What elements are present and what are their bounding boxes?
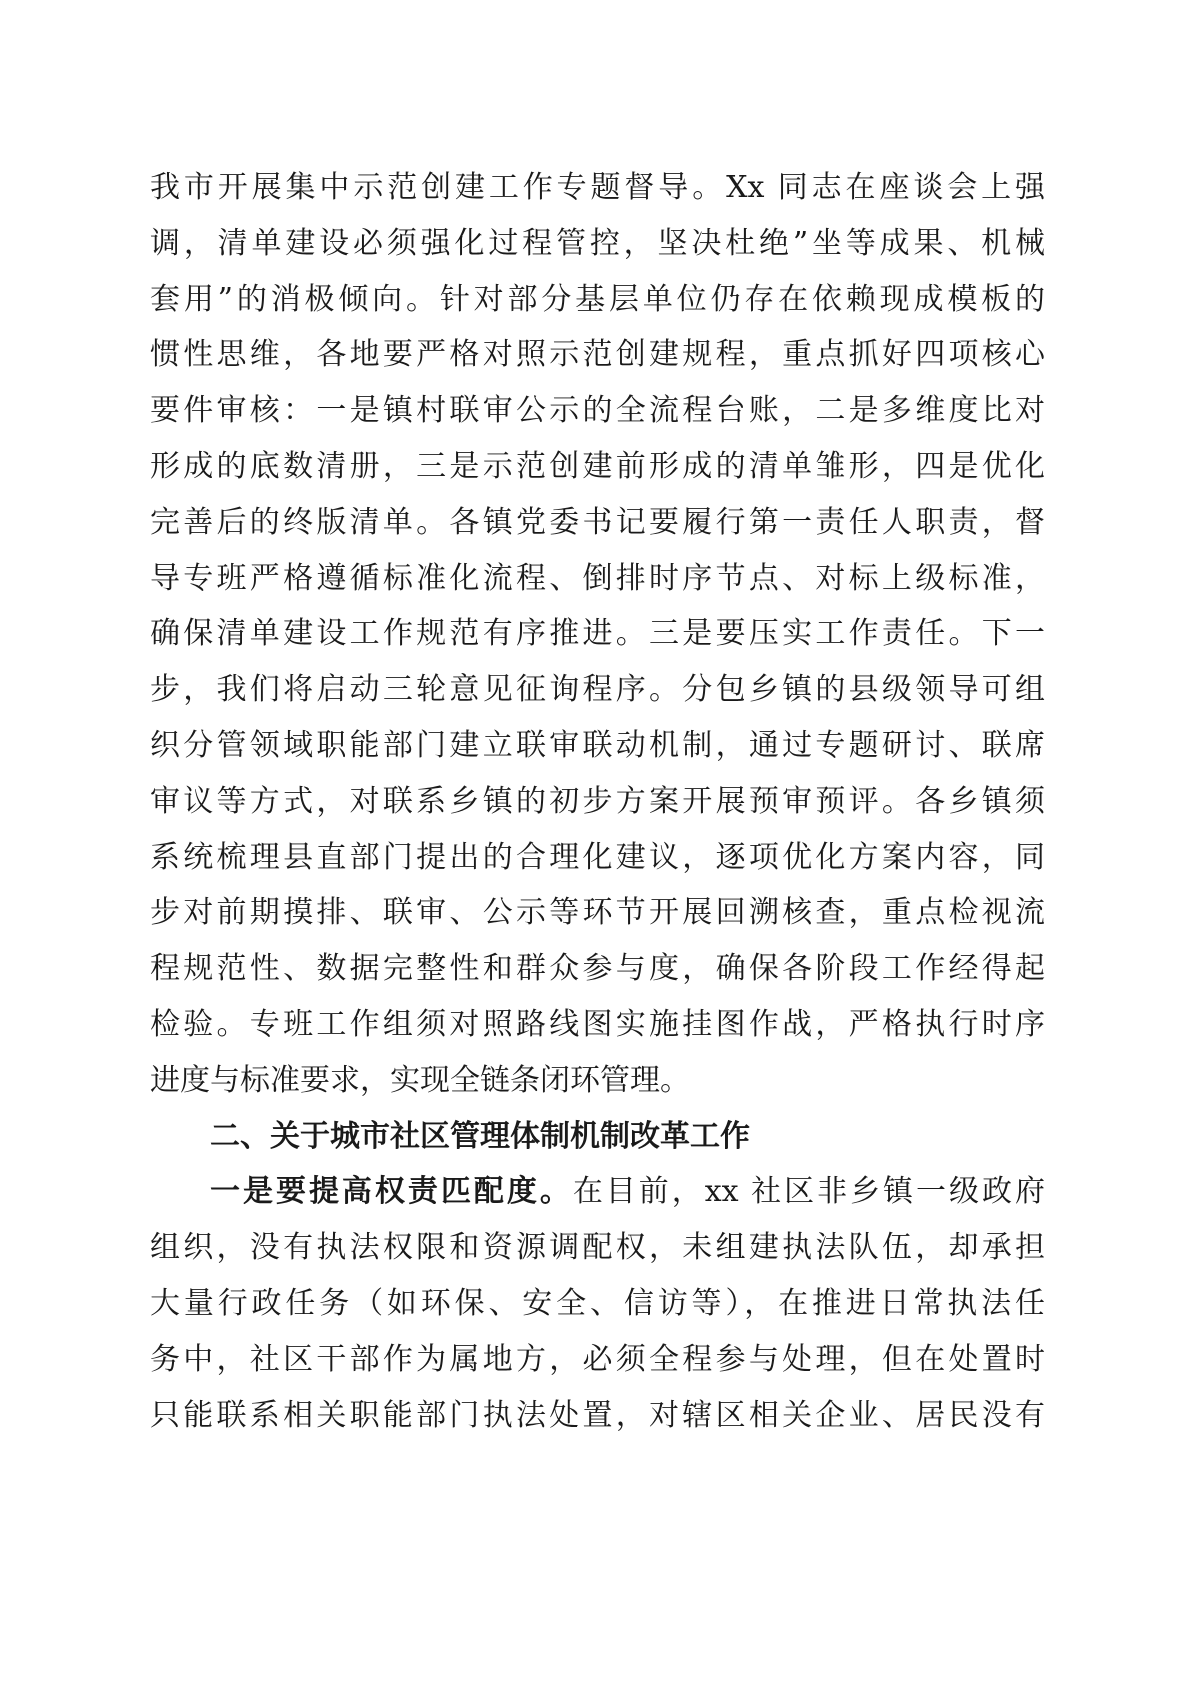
text-line: 大量行政任务（如环保、安全、信访等），在推进日常执法任 xyxy=(150,1285,1045,1321)
document-body xyxy=(150,160,1045,1443)
text-line: 进度与标准要求，实现全链条闭环管理。 xyxy=(150,1062,690,1098)
text-line: 套用”的消极倾向。针对部分基层单位仍存在依赖现成模板的 xyxy=(150,281,1045,317)
text-line: 务中，社区干部作为属地方，必须全程参与处理，但在处置时 xyxy=(150,1341,1045,1377)
text-line: 检验。专班工作组须对照路线图实施挂图作战，严格执行时序 xyxy=(150,1006,1045,1042)
text-line: 步，我们将启动三轮意见征询程序。分包乡镇的县级领导可组 xyxy=(150,672,1045,708)
text-line: 完善后的终版清单。各镇党委书记要履行第一责任人职责，督 xyxy=(150,504,1045,540)
text-line: 形成的底数清册，三是示范创建前形成的清单雏形，四是优化 xyxy=(150,448,1045,484)
lead-line-rest: 在目前，xx 社区非乡镇一级政府 xyxy=(572,1174,1045,1210)
text-line: 确保清单建设工作规范有序推进。三是要压实工作责任。下一 xyxy=(150,616,1045,652)
text-line: 审议等方式，对联系乡镇的初步方案开展预审预评。各乡镇须 xyxy=(150,783,1045,819)
text-line: 步对前期摸排、联审、公示等环节开展回溯核查，重点检视流 xyxy=(150,895,1045,931)
text-line: 程规范性、数据完整性和群众参与度，确保各阶段工作经得起 xyxy=(150,951,1045,987)
section-heading: 二、关于城市社区管理体制机制改革工作 xyxy=(210,1118,750,1154)
paragraph-2 xyxy=(150,1164,1045,1443)
text-line: 组织，没有执法权限和资源调配权，未组建执法队伍，却承担 xyxy=(150,1230,1045,1266)
text-line: 织分管领域职能部门建立联审联动机制，通过专题研讨、联席 xyxy=(150,727,1045,763)
text-line: 我市开展集中示范创建工作专题督导。Xx 同志在座谈会上强 xyxy=(150,170,1045,205)
text-line: 系统梳理县直部门提出的合理化建议，逐项优化方案内容，同 xyxy=(150,839,1045,875)
text-line: 导专班严格遵循标准化流程、倒排时序节点、对标上级标准， xyxy=(150,560,1045,596)
paragraph-1 xyxy=(150,160,1045,1109)
lead-phrase: 一是要提高权责匹配度。 xyxy=(210,1174,573,1210)
text-line: 只能联系相关职能部门执法处置，对辖区相关企业、居民没有 xyxy=(150,1397,1045,1433)
text-line: 惯性思维，各地要严格对照示范创建规程，重点抓好四项核心 xyxy=(150,337,1045,373)
text-line: 要件审核：一是镇村联审公示的全流程台账，二是多维度比对 xyxy=(150,393,1045,429)
text-line: 调，清单建设必须强化过程管控，坚决杜绝”坐等成果、机械 xyxy=(150,225,1045,261)
text-line xyxy=(150,1164,1045,1220)
